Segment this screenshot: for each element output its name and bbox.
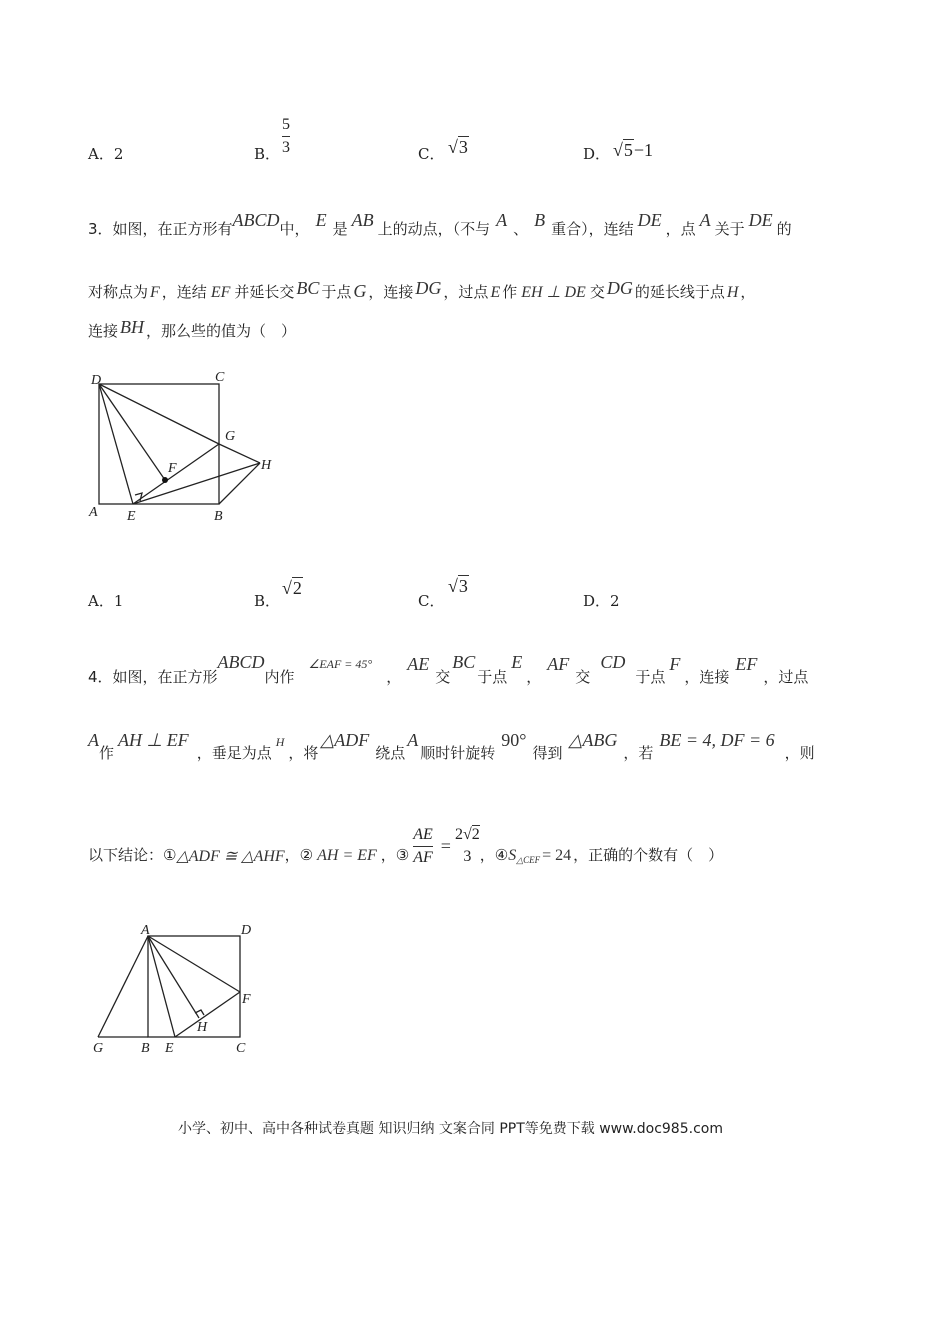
q2-option-b-label: B． (254, 145, 281, 163)
q3-line-3: 连接 BH ，那么些的值为（ ） (88, 317, 297, 340)
fraction-numerator: 5 (282, 116, 290, 133)
q2-option-c (418, 143, 444, 164)
segment-eh (133, 463, 260, 504)
q2-option-d (583, 143, 610, 164)
q3-option-c-sqrt: √3 (448, 576, 468, 596)
point-f (162, 477, 168, 483)
q4-line-3: 以下结论：① △ADF ≅ △AHF ，② AH = EF ，③ $\frac{AE}{AF}$ = 2√2 3 ，④ S △CEF = 24 ，正确的个数有（ ） (88, 825, 724, 866)
q3-line-2: 对称点为 F ，连结 EF 并延长交 BC 于点 G ，连接 DG ，过点 E 作 EH ⊥ DE 交 DG 的延长线于点 H ， (88, 278, 756, 301)
segment-af (148, 936, 240, 992)
q3-figure (85, 368, 285, 528)
q4-figure (85, 918, 275, 1058)
segment-de (99, 384, 133, 504)
q3-option-b-sqrt: √2 (282, 578, 302, 598)
q2-option-b (254, 143, 280, 164)
label-e: E (127, 509, 136, 524)
label-b: B (214, 509, 223, 524)
segment-df (99, 384, 165, 480)
q2-option-b-fraction (282, 116, 290, 156)
label-h: H (261, 458, 272, 473)
fraction-denominator: 3 (282, 138, 290, 156)
minus-one: −1 (633, 140, 654, 160)
q2-option-d-label: D． (583, 145, 611, 163)
segment-ag (98, 936, 148, 1037)
q3-line-1: 3．如图，在正方形有ABCD中， E 是 AB 上的动点，（不与 A 、 B 重合），连结 DE ，点 A 关于 DE 的 (88, 210, 792, 238)
q3-option-d: D．2 (583, 592, 620, 610)
segment-ah (148, 936, 199, 1018)
label-a: A (141, 923, 150, 938)
label-g: G (225, 429, 236, 444)
label-f: F (242, 992, 251, 1007)
q3-option-c: C． (418, 592, 445, 610)
label-c: C (236, 1041, 246, 1056)
label-g: G (93, 1041, 104, 1056)
q4-result-fraction: 2√2 3 (454, 826, 480, 865)
segment-dg (99, 384, 219, 444)
page-footer: 小学、初中、高中各种试卷真题 知识归纳 文案合同 PPT等免费下载 www.doc985.com (178, 1121, 723, 1137)
q3-option-b: B． (254, 592, 281, 610)
label-f: F (168, 461, 177, 476)
label-d: D (91, 373, 102, 388)
radicand: 5 (623, 140, 633, 160)
radicand: 3 (458, 137, 468, 157)
label-d: D (241, 923, 252, 938)
q2-option-c-label: C． (418, 145, 445, 163)
q4-ratio-fraction: $\frac{AE}{AF}$ (413, 825, 433, 866)
q4-line-1: 4．如图，在正方形ABCD内作$^{\angle EAF = 45^\circ}$，AE交BC于点E，AF交CD于点F，连接EF，过点 (88, 652, 809, 686)
label-h: H (197, 1020, 208, 1035)
q2-option-d-sqrt: √5−1 (613, 140, 654, 160)
q2-option-a: A．2 (88, 145, 124, 163)
q3-option-a: A．1 (88, 592, 124, 610)
q2-option-c-sqrt: √3 (448, 137, 468, 157)
label-c: C (215, 370, 225, 385)
q4-line-2: A作AH ⊥ EF，垂足为点$^H$，将△ADF绕点A顺时针旋转90°得到△ABG，若BE = 4, DF = 6，则 (88, 730, 815, 762)
label-a: A (89, 505, 98, 520)
radicand: 3 (458, 576, 468, 596)
segment-ae (148, 936, 175, 1037)
segment-gh (219, 444, 260, 463)
radicand: 2 (292, 578, 302, 598)
label-b: B (141, 1041, 150, 1056)
segment-ef (175, 992, 240, 1037)
label-e: E (165, 1041, 174, 1056)
